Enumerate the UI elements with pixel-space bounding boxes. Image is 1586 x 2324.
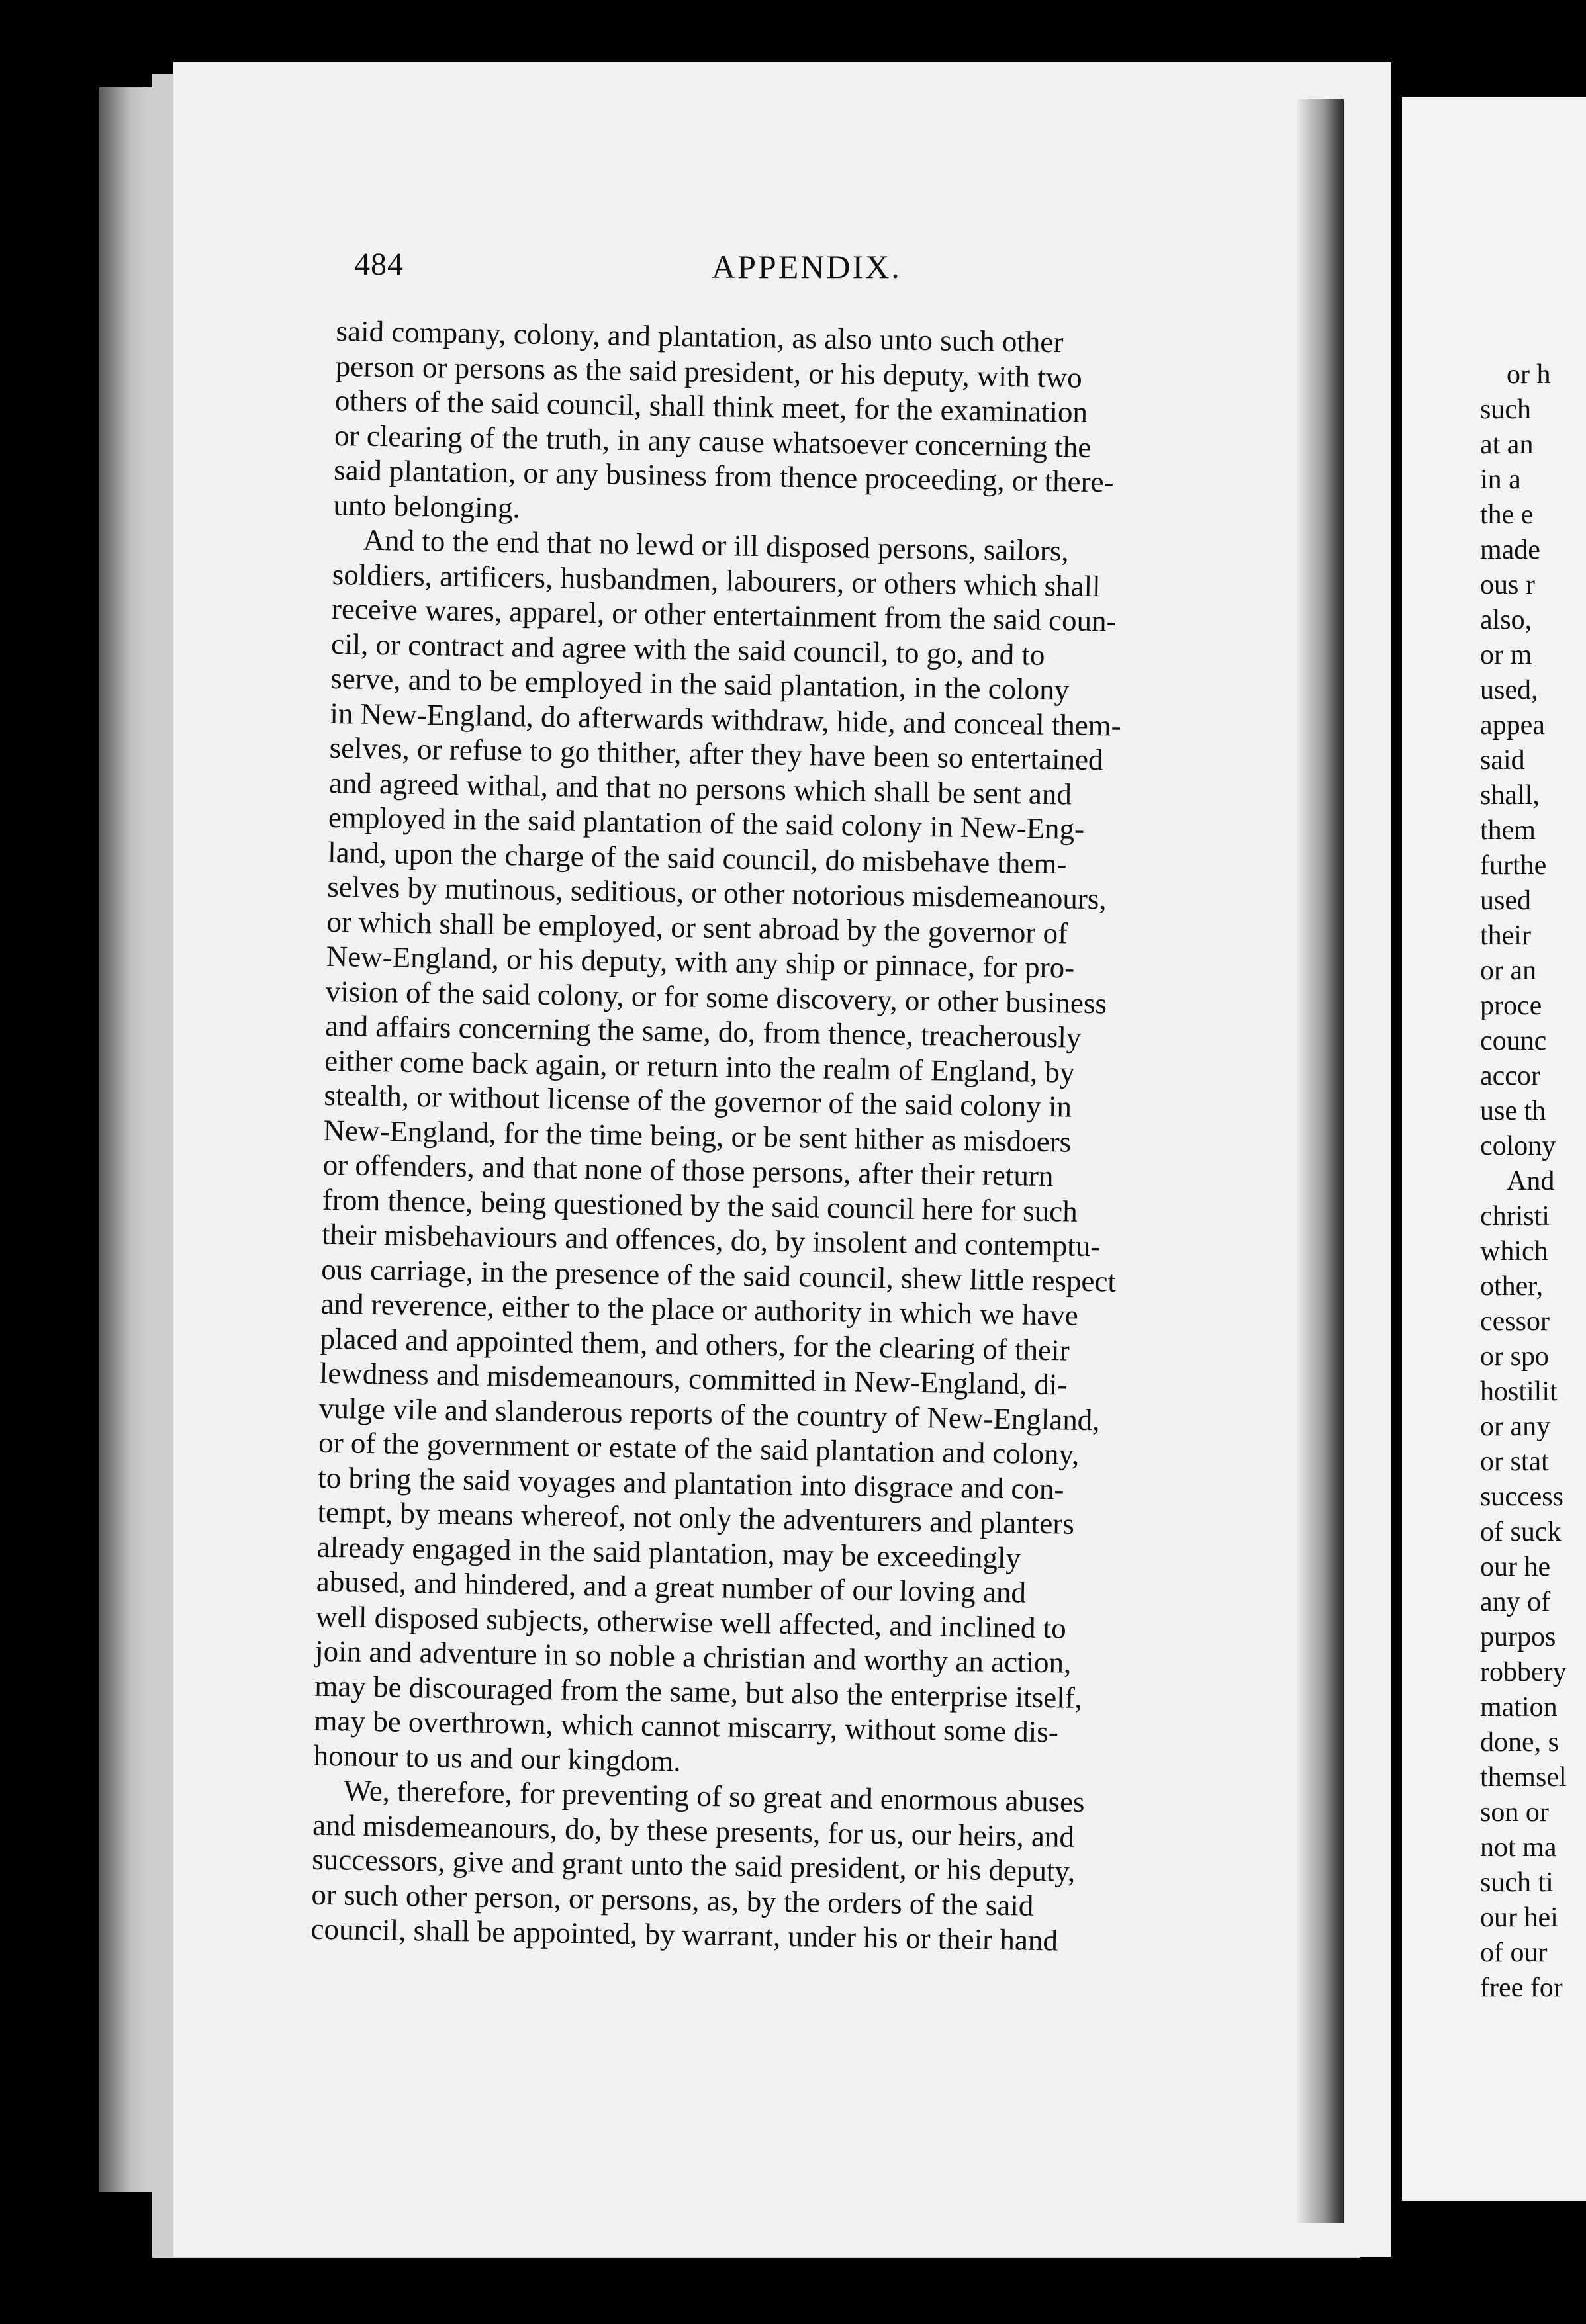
- facing-page-line: cessor: [1480, 1306, 1550, 1337]
- facing-page-line: son or: [1480, 1797, 1549, 1828]
- facing-page-line: christi: [1480, 1201, 1550, 1231]
- facing-page-line: or an: [1480, 956, 1537, 986]
- facing-page-line: accor: [1480, 1061, 1540, 1091]
- facing-page-line: counc: [1480, 1026, 1547, 1056]
- facing-page-line: success: [1480, 1482, 1563, 1512]
- facing-page-line: of suck: [1480, 1517, 1562, 1547]
- facing-page-line: our he: [1480, 1552, 1551, 1582]
- facing-page-line: appea: [1480, 710, 1545, 740]
- facing-page-line: them: [1480, 815, 1536, 846]
- facing-page-line: used,: [1480, 675, 1538, 705]
- facing-page-line: shall,: [1480, 780, 1540, 811]
- facing-page-line: And: [1507, 1166, 1555, 1196]
- facing-page-line: proce: [1480, 991, 1542, 1021]
- facing-page-text: [1480, 357, 1586, 2006]
- facing-page-line: other,: [1480, 1271, 1544, 1302]
- facing-page-line: free for: [1480, 1973, 1563, 2003]
- facing-page-line: any of: [1480, 1587, 1551, 1617]
- spine-shadow: [1297, 99, 1344, 2223]
- running-head: APPENDIX.: [712, 248, 902, 285]
- paragraph: said company, colony, and plantation, as also unto such other person or persons as the said president, or his deputy, with two others of the said council, shall think meet, for the examination or clearing of the truth, in any cause whatsoever concerning the said plantation, or any business from thence proceeding, or there- unto belonging.: [333, 314, 1114, 524]
- facing-page-line: our hei: [1480, 1902, 1558, 1933]
- facing-page-line: done, s: [1480, 1727, 1559, 1758]
- page-number: 484: [354, 247, 404, 282]
- facing-page-line: such ti: [1480, 1867, 1554, 1898]
- facing-page-line: themsel: [1480, 1762, 1567, 1793]
- facing-page-line: the e: [1480, 500, 1534, 530]
- facing-page-line: purpos: [1480, 1622, 1556, 1652]
- facing-page-line: colony: [1480, 1131, 1556, 1161]
- facing-page-line: or m: [1480, 640, 1532, 670]
- facing-page-line: robbery: [1480, 1657, 1567, 1687]
- paragraph: We, therefore, for preventing of so great and enormous abuses and misdemeanours, do, by these presents, for us, our heirs, and successors, give and grant unto the said president, or his deputy, or such other person, or persons, as, by the orders of the said council, shall be appointed, by warrant, under his or their hand: [310, 1773, 1085, 1957]
- facing-page-line: made: [1480, 535, 1540, 565]
- facing-page-line: or spo: [1480, 1341, 1549, 1372]
- facing-page-line: mation: [1480, 1692, 1558, 1722]
- facing-page-line: ous r: [1480, 570, 1535, 600]
- facing-page-line: such: [1480, 394, 1531, 425]
- body-text: [310, 314, 1263, 1961]
- facing-page-line: not ma: [1480, 1832, 1557, 1863]
- facing-page-line: or stat: [1480, 1447, 1549, 1477]
- page-header: [354, 246, 1274, 292]
- facing-page-line: used: [1480, 885, 1531, 916]
- facing-page-line: which: [1480, 1236, 1548, 1267]
- facing-page-line: or any: [1480, 1411, 1551, 1442]
- facing-page-line: also,: [1480, 605, 1532, 635]
- facing-page-line: or h: [1507, 359, 1551, 390]
- facing-page-line: said: [1480, 745, 1525, 776]
- facing-page-line: use th: [1480, 1096, 1546, 1126]
- facing-page-line: of our: [1480, 1938, 1548, 1968]
- facing-page-line: hostilit: [1480, 1376, 1558, 1407]
- paragraph: And to the end that no lewd or ill disposed persons, sailors, soldiers, artificers, husbandmen, labourers, or others which shall receive wares, apparel, or other entertainment from the said coun- cil, or contract and agree with the said council, to go, and to serve, and to be employed in the said plantation, in the colony in New-England, do afterwards withdraw, hide, and conceal them- selves, or refuse to go thither, after they have been so entertained and agreed withal, and that no persons which shall be sent and employed in the said plantation of the said colony in New-Eng- land, upon the charge of the said council, do misbehave them- selves by mutinous, seditious, or other notorious misdemeanours, or which shall be employed, or sent abroad by the governor of New-England, or his deputy, with any ship or pinnace, for pro- vision of the said colony, or for some discovery, or other business and affairs concerning the same, do, from thence, treacherously either come back again, or return into the realm of England, by stealth, or without license of the governor of the said colony in New-England, for the time being, or be sent hither as misdoers or offenders, and that none of those persons, after their return from thence, being questioned by the said council here for such their misbehaviours and offences, do, by insolent and contemptu- ous carriage, in the presence of the said council, shew little respect and reverence, either to the place or authority in which we have placed and appointed them, and others, for the clearing of their lewdness and misdemeanours, committed in New-England, di- vulge vile and slanderous reports of the country of New-England, or of the government or estate of the said plantation and colony, to bring the said voyages and plantation into disgrace and con- tempt, by means whereof, not only the adventurers and planters already engaged in the said plantation, may be exceedingly abused, and hindered, and a great number of our loving and well disposed subjects, otherwise well affected, and inclined to join and adventure in so noble a christian and worthy an action, may be discouraged from the same, but also the enterprise itself, may be overthrown, which cannot miscarry, without some dis- honour to us and our kingdom.: [313, 523, 1122, 1777]
- facing-page-line: furthe: [1480, 850, 1547, 881]
- facing-page-line: their: [1480, 920, 1531, 951]
- facing-page-line: in a: [1480, 465, 1521, 495]
- facing-page-line: at an: [1480, 429, 1534, 460]
- page-edge-shadow: [99, 87, 179, 2192]
